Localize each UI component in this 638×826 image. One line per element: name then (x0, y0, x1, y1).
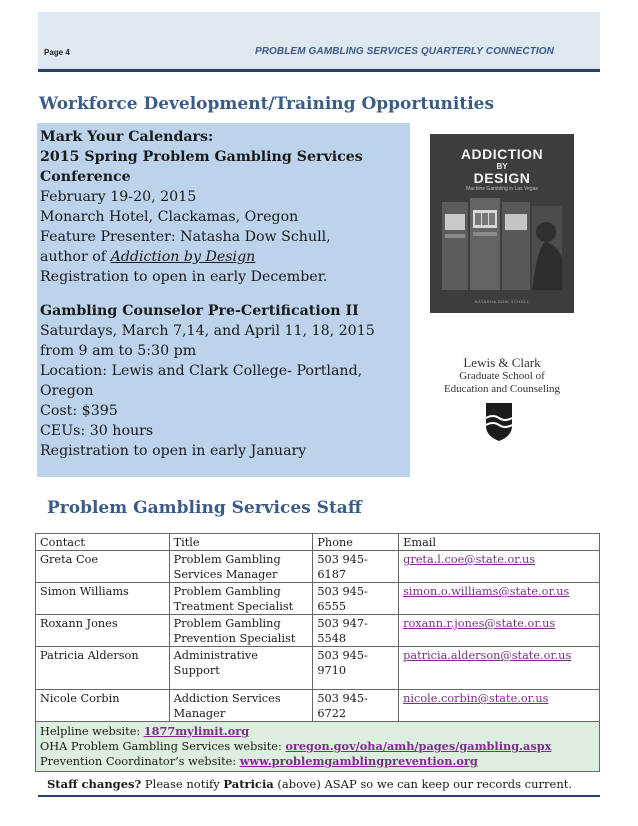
title-line: Administrative (173, 649, 258, 662)
spacer (40, 287, 407, 301)
table-header-row (36, 534, 600, 551)
contact-cell: Greta Coe (36, 551, 170, 583)
title-line: Prevention Specialist (173, 632, 296, 645)
prevention-label: Prevention Coordinator’s website: (40, 755, 240, 768)
title-line: Treatment Specialist (173, 600, 294, 613)
event2-dates: Saturdays, March 7,14, and April 11, 18, 2015 (40, 323, 375, 339)
footer-divider (38, 795, 600, 797)
header-divider (38, 69, 600, 72)
book-cover-title-bottom: DESIGN (473, 170, 531, 186)
footer-bold-prefix: Staff changes? (47, 777, 142, 791)
title-cell (169, 583, 313, 615)
prevention-line (40, 754, 595, 769)
book-cover-subtitle: Machine Gambling in Las Vegas (466, 186, 538, 192)
event2-ceus: CEUs: 30 hours (40, 423, 154, 439)
college-name: Lewis & Clark (463, 355, 541, 370)
title-cell (169, 551, 313, 583)
event2-registration: Registration to open in early January (40, 443, 307, 459)
helpline-row (36, 722, 600, 772)
college-shield-icon (485, 402, 513, 442)
email-link[interactable]: simon.o.williams@state.or.us (403, 585, 570, 598)
newsletter-title: PROBLEM GAMBLING SERVICES QUARTERLY CONNECTION (254, 46, 554, 57)
email-cell (399, 551, 600, 583)
college-line1: Graduate School of (459, 370, 545, 382)
footer-text: (above) ASAP so we can keep our records current. (273, 777, 573, 791)
email-link[interactable]: patricia.alderson@state.or.us (403, 649, 572, 662)
book-title: Addiction by Design (110, 249, 256, 265)
title-line: Addiction Services (173, 692, 281, 705)
oha-line (40, 739, 595, 754)
slot-machines-illustration (442, 198, 562, 292)
college-line2: Education and Counseling (443, 383, 561, 395)
column-header: Title (169, 534, 313, 551)
event1-presenter: Feature Presenter: Natasha Dow Schull, (40, 229, 331, 245)
book-cover-image (430, 134, 574, 313)
contact-cell: Patricia Alderson (36, 647, 170, 690)
title-line: Manager (173, 707, 226, 720)
helpline-label: Helpline website: (40, 725, 144, 738)
email-link[interactable]: nicole.corbin@state.or.us (403, 692, 549, 705)
phone-cell: 503 945-6555 (313, 583, 399, 615)
column-header: Email (399, 534, 600, 551)
phone-cell: 503 945-6187 (313, 551, 399, 583)
prevention-link[interactable]: www.problemgamblingprevention.org (239, 754, 478, 768)
event1-location: Monarch Hotel, Clackamas, Oregon (40, 209, 299, 225)
helpline-link[interactable]: 1877mylimit.org (143, 724, 250, 738)
footer-text: Please notify (141, 777, 224, 791)
oha-label: OHA Problem Gambling Services website: (40, 740, 286, 753)
column-header: Contact (36, 534, 170, 551)
event2-title: Gambling Counselor Pre-Certification II (40, 303, 359, 319)
calendar-box (37, 123, 410, 477)
email-link[interactable]: greta.l.coe@state.or.us (403, 553, 536, 566)
event1-author (40, 247, 407, 267)
page-header (38, 12, 600, 70)
table-row (36, 647, 600, 690)
table-row (36, 551, 600, 583)
title-cell (169, 690, 313, 722)
contact-cell: Simon Williams (36, 583, 170, 615)
page-number: Page 4 (44, 48, 70, 57)
helpline-cell (36, 722, 600, 772)
title-line: Problem Gambling (173, 585, 281, 598)
table-row (36, 690, 600, 722)
event2-cost: Cost: $395 (40, 403, 118, 419)
book-cover-author: NATASHA DOW SCHÜLL (474, 299, 530, 304)
helpline-line (40, 724, 595, 739)
table-row (36, 583, 600, 615)
footer-contact-name: Patricia (223, 777, 274, 791)
email-cell (399, 647, 600, 690)
column-header: Phone (313, 534, 399, 551)
title-line: Problem Gambling (173, 617, 281, 630)
title-cell (169, 615, 313, 647)
contact-cell: Roxann Jones (36, 615, 170, 647)
event2-location-cont: Oregon (40, 383, 94, 399)
email-cell (399, 690, 600, 722)
staff-table (35, 533, 600, 772)
college-wordmark (430, 356, 574, 396)
book-cover-title-mid: BY (496, 162, 508, 171)
footer-note (47, 777, 572, 791)
event1-registration: Registration to open in early December. (40, 269, 328, 285)
event2-times: from 9 am to 5:30 pm (40, 343, 197, 359)
author-prefix: author of (40, 249, 111, 265)
calendar-heading: Mark Your Calendars: (40, 129, 214, 145)
email-cell (399, 615, 600, 647)
email-link[interactable]: roxann.r.jones@state.or.us (403, 617, 556, 630)
title-line: Services Manager (173, 568, 278, 581)
title-line: Problem Gambling (173, 553, 281, 566)
section-heading: Workforce Development/Training Opportunities (39, 94, 495, 114)
table-row (36, 615, 600, 647)
phone-cell: 503 945-6722 (313, 690, 399, 722)
email-cell (399, 583, 600, 615)
phone-cell: 503 947-5548 (313, 615, 399, 647)
book-cover-title-top: ADDICTION (460, 146, 544, 162)
oha-link[interactable]: oregon.gov/oha/amh/pages/gambling.aspx (285, 739, 552, 753)
event1-title-cont: Conference (40, 169, 131, 185)
title-line: Support (173, 664, 220, 677)
staff-heading: Problem Gambling Services Staff (47, 498, 362, 518)
contact-cell: Nicole Corbin (36, 690, 170, 722)
phone-cell: 503 945-9710 (313, 647, 399, 690)
title-cell (169, 647, 313, 690)
event2-location: Location: Lewis and Clark College- Portland, (40, 363, 363, 379)
event1-title: 2015 Spring Problem Gambling Services (40, 149, 363, 165)
event1-dates: February 19-20, 2015 (40, 189, 197, 205)
